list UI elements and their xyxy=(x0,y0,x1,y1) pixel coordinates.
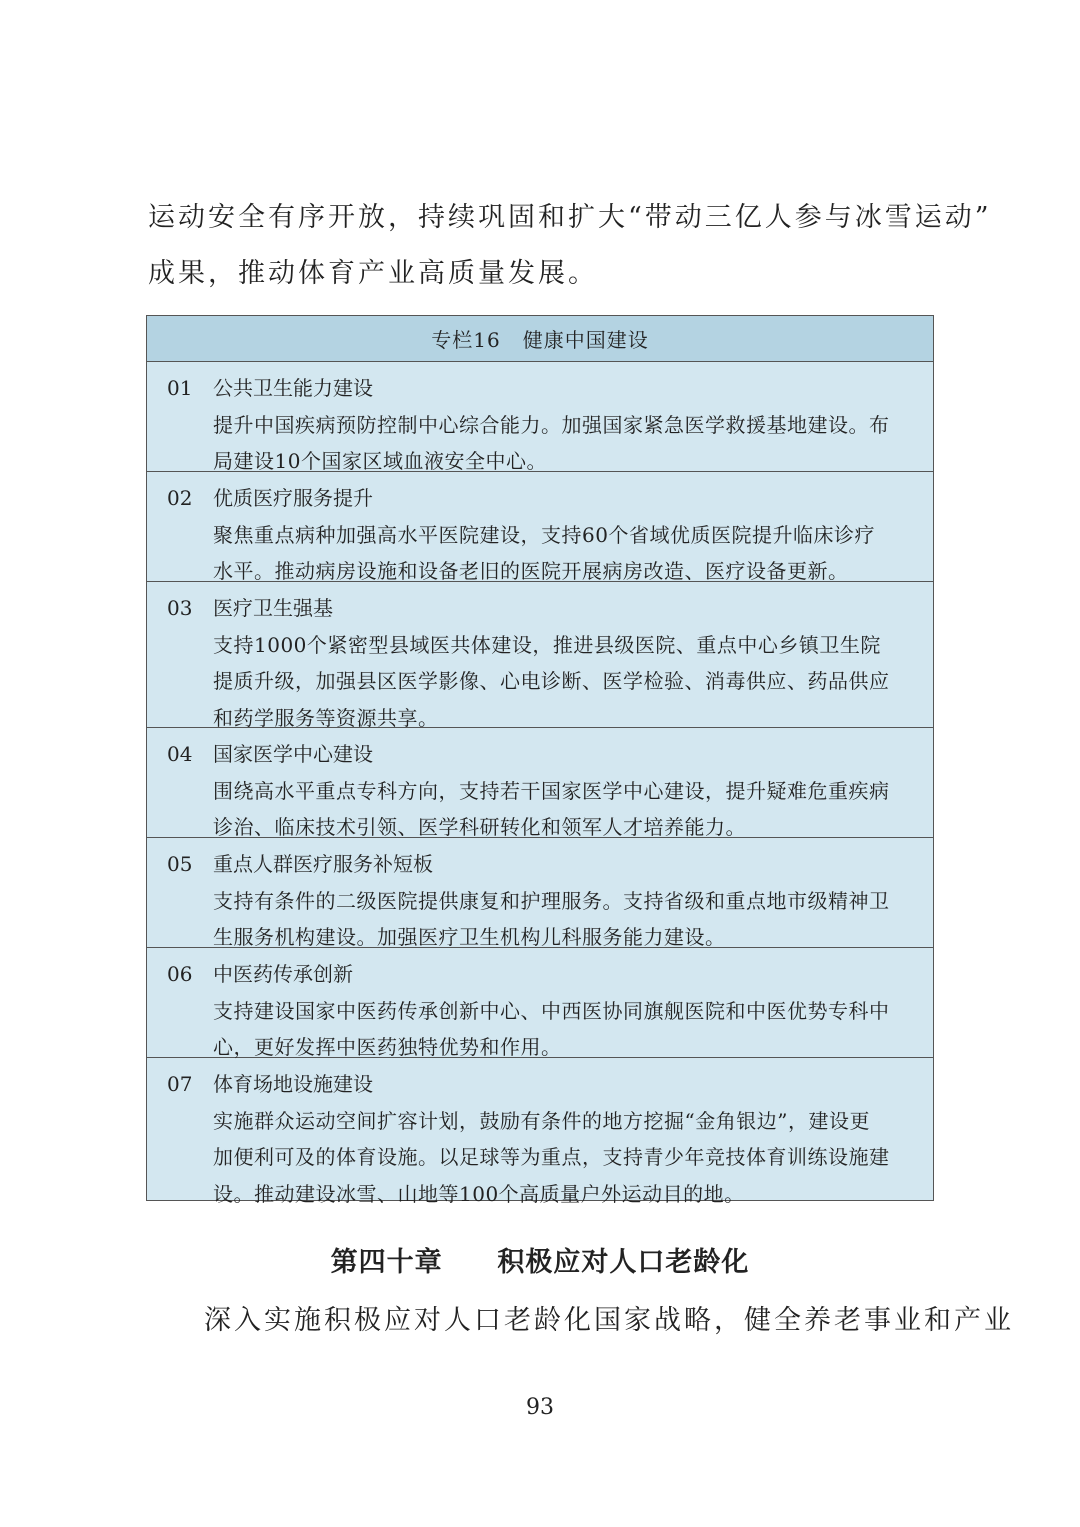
item-number: 03 xyxy=(167,596,193,620)
item-title: 公共卫生能力建设 xyxy=(213,376,373,400)
item-title: 医疗卫生强基 xyxy=(213,596,333,620)
chapter-title: 积极应对人口老龄化 xyxy=(497,1247,750,1278)
item-line: 支持1000个紧密型县域医共体建设，推进县级医院、重点中心乡镇卫生院 xyxy=(213,632,881,657)
item-line: 生服务机构建设。加强医疗卫生机构儿科服务能力建设。 xyxy=(213,925,726,949)
item-line: 提升中国疾病预防控制中心综合能力。加强国家紧急医学救援基地建设。布 xyxy=(213,412,890,437)
chapter-heading xyxy=(0,1240,1080,1279)
item-line: 设。推动建设冰雪、山地等100个高质量户外运动目的地。 xyxy=(213,1181,745,1206)
item-line: 加便利可及的体育设施。以足球等为重点，支持青少年竞技体育训练设施建 xyxy=(213,1145,890,1169)
item-line: 聚焦重点病种加强高水平医院建设，支持60个省域优质医院提升临床诊疗 xyxy=(213,522,875,547)
page-number: 93 xyxy=(526,1395,554,1420)
column-item-07 xyxy=(147,1058,933,1212)
item-title: 重点人群医疗服务补短板 xyxy=(213,852,433,876)
item-line: 支持有条件的二级医院提供康复和护理服务。支持省级和重点地市级精神卫 xyxy=(213,888,890,913)
item-title: 中医药传承创新 xyxy=(213,962,353,986)
item-number: 07 xyxy=(167,1072,193,1096)
item-number: 01 xyxy=(167,376,193,400)
column-item-04 xyxy=(147,728,933,838)
item-line: 围绕高水平重点专科方向，支持若干国家医学中心建设，提升疑难危重疾病 xyxy=(213,778,890,803)
item-body xyxy=(167,773,919,846)
chapter-number: 第四十章 xyxy=(330,1247,443,1278)
column-box-title xyxy=(147,316,933,362)
item-body xyxy=(167,407,919,480)
item-line: 提质升级，加强县区医学影像、心电诊断、医学检验、消毒供应、药品供应 xyxy=(213,669,890,693)
item-body xyxy=(167,517,919,590)
column-item-03 xyxy=(147,582,933,728)
item-number: 06 xyxy=(167,962,193,986)
item-number: 02 xyxy=(167,486,193,510)
item-line: 实施群众运动空间扩容计划，鼓励有条件的地方挖掘“金角银边”，建设更 xyxy=(213,1108,870,1133)
item-title: 国家医学中心建设 xyxy=(213,742,373,766)
item-line: 支持建设国家中医药传承创新中心、中西医协同旗舰医院和中医优势专科中 xyxy=(213,998,890,1023)
item-body xyxy=(167,627,919,737)
item-line: 心，更好发挥中医药独特优势和作用。 xyxy=(213,1035,562,1059)
column-title: 健康中国建设 xyxy=(522,328,649,352)
column-item-06 xyxy=(147,948,933,1058)
column-label: 专栏16 xyxy=(431,328,501,352)
column-box xyxy=(146,315,934,1206)
item-title: 体育场地设施建设 xyxy=(213,1072,373,1096)
item-number: 04 xyxy=(167,742,193,766)
item-line: 水平。推动病房设施和设备老旧的医院开展病房改造、医疗设备更新。 xyxy=(213,559,849,583)
item-body xyxy=(167,883,919,956)
intro-line-2: 成果，推动体育产业高质量发展。 xyxy=(148,258,598,289)
item-body xyxy=(167,1103,919,1213)
item-line: 诊治、临床技术引领、医学科研转化和领军人才培养能力。 xyxy=(213,815,746,839)
column-item-01 xyxy=(147,362,933,472)
chapter-paragraph: 深入实施积极应对人口老龄化国家战略，健全养老事业和产业 xyxy=(204,1305,1014,1336)
item-body xyxy=(167,993,919,1066)
intro-paragraph xyxy=(148,190,992,302)
item-title: 优质医疗服务提升 xyxy=(213,486,373,510)
item-number: 05 xyxy=(167,852,193,876)
intro-line-1: 运动安全有序开放，持续巩固和扩大“带动三亿人参与冰雪运动” xyxy=(148,202,992,233)
column-item-02 xyxy=(147,472,933,582)
item-line: 和药学服务等资源共享。 xyxy=(213,705,439,730)
item-line: 局建设10个国家区域血液安全中心。 xyxy=(213,449,547,473)
column-item-05 xyxy=(147,838,933,948)
